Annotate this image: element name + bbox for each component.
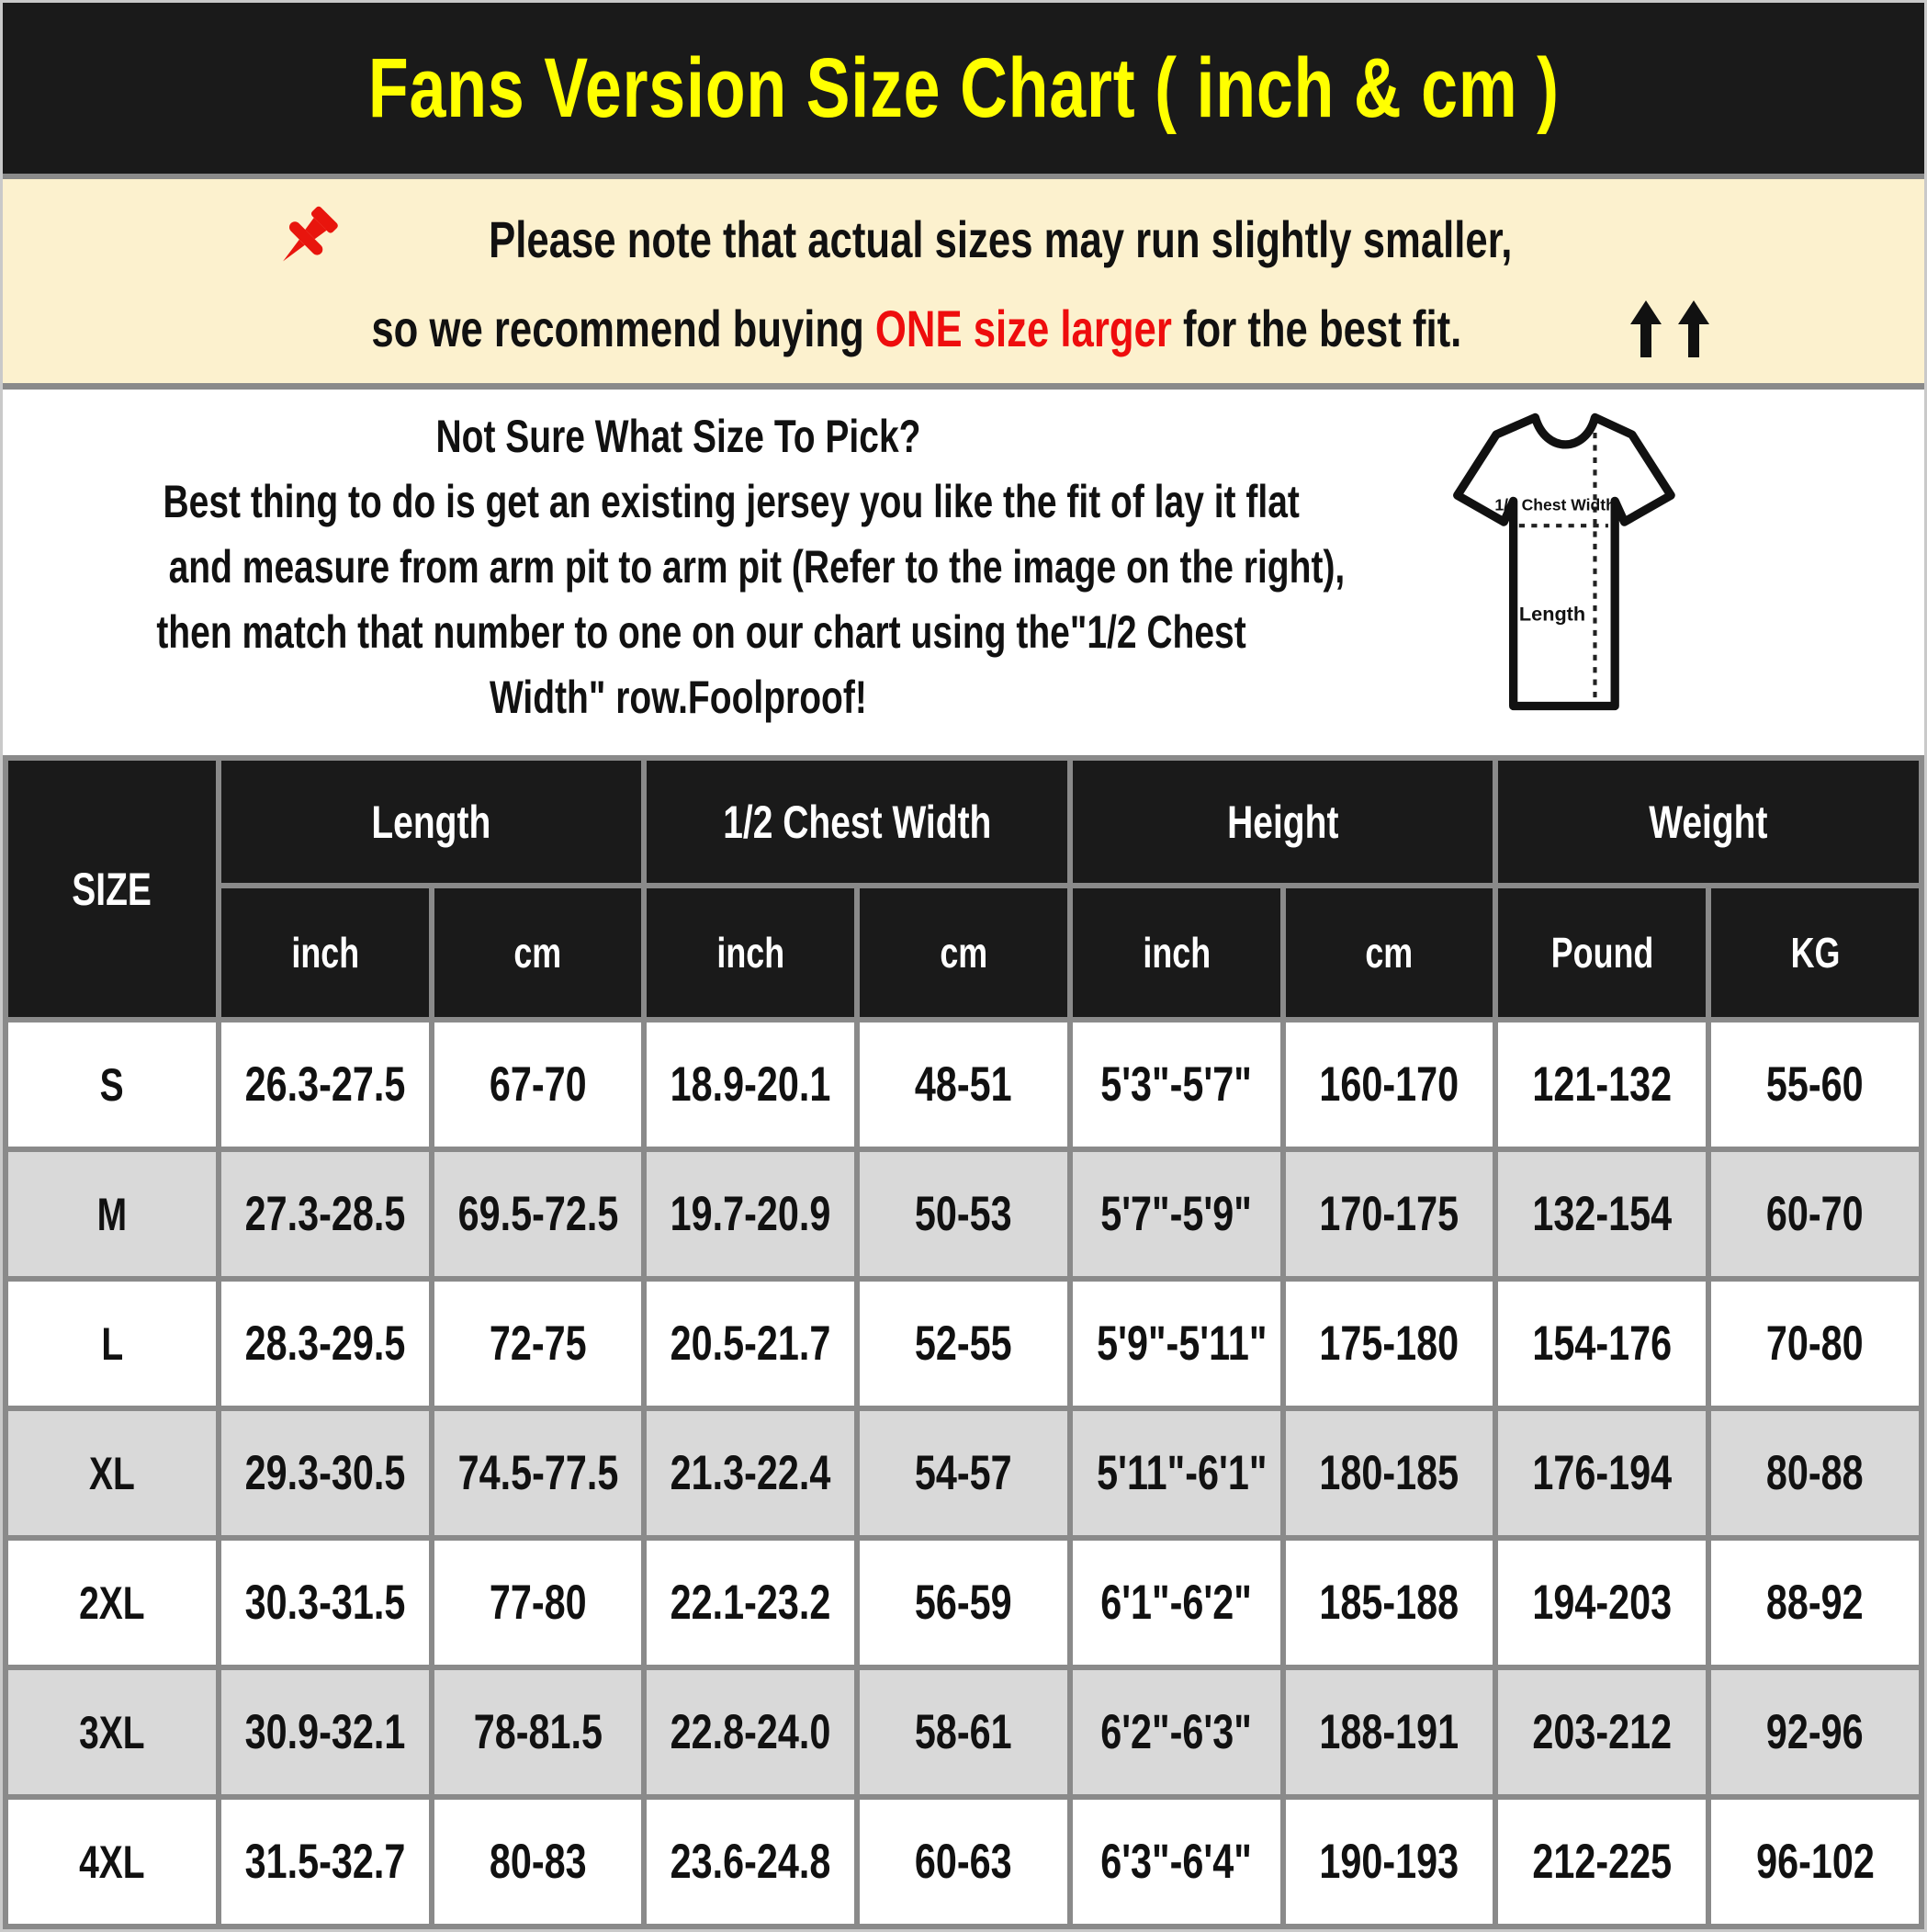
guide-line: Best thing to do is get an existing jersey you like the fit of lay it flat (163, 476, 1300, 527)
value-cell: 154-176 (1495, 1279, 1708, 1408)
up-arrow-icon (1678, 300, 1709, 357)
value-cell: 67-70 (432, 1020, 645, 1149)
value-cell: 22.8-24.0 (644, 1667, 857, 1797)
table-row-4xl (6, 1797, 1921, 1926)
value-cell: 56-59 (857, 1538, 1070, 1667)
value-cell: 92-96 (1708, 1667, 1921, 1797)
header-length: Length (219, 758, 645, 886)
notice-banner (3, 179, 1924, 383)
value-cell: 22.1-23.2 (644, 1538, 857, 1667)
value-cell: 212-225 (1495, 1797, 1708, 1926)
table-row-2xl (6, 1538, 1921, 1667)
guide-line: then match that number to one on our chart using the"1/2 Chest (156, 606, 1246, 658)
value-cell: 194-203 (1495, 1538, 1708, 1667)
value-cell: 170-175 (1283, 1149, 1496, 1279)
subheader-weight-kg: KG (1708, 886, 1921, 1020)
header-size: SIZE (6, 758, 219, 1020)
value-cell: 28.3-29.5 (219, 1279, 432, 1408)
guide-heading: Not Sure What Size To Pick? (434, 411, 921, 462)
notice-line-1 (271, 204, 1657, 276)
value-cell: 29.3-30.5 (219, 1408, 432, 1538)
value-cell: 78-81.5 (432, 1667, 645, 1797)
value-cell: 30.3-31.5 (219, 1538, 432, 1667)
value-cell: 21.3-22.4 (644, 1408, 857, 1538)
value-cell: 160-170 (1283, 1020, 1496, 1149)
table-row-l (6, 1279, 1921, 1408)
guide-section (3, 390, 1924, 755)
size-cell: M (6, 1149, 219, 1279)
size-table (3, 755, 1924, 1929)
value-cell: 55-60 (1708, 1020, 1921, 1149)
value-cell: 74.5-77.5 (432, 1408, 645, 1538)
size-cell: 2XL (6, 1538, 219, 1667)
value-cell: 176-194 (1495, 1408, 1708, 1538)
value-cell: 31.5-32.7 (219, 1797, 432, 1926)
one-size-larger-highlight: ONE size larger (875, 299, 1172, 357)
notice-text-1: Please note that actual sizes may run slightly smaller, (488, 210, 1513, 268)
tshirt-icon (1443, 404, 1719, 721)
value-cell: 175-180 (1283, 1279, 1496, 1408)
value-cell: 18.9-20.1 (644, 1020, 857, 1149)
value-cell: 190-193 (1283, 1797, 1496, 1926)
guide-line: and measure from arm pit to arm pit (Refer to the image on the right), (168, 541, 1346, 593)
subheader-chest-cm: cm (857, 886, 1070, 1020)
value-cell: 58-61 (857, 1667, 1070, 1797)
value-cell: 26.3-27.5 (219, 1020, 432, 1149)
subheader-height-inch: inch (1070, 886, 1283, 1020)
subheader-length-inch: inch (219, 886, 432, 1020)
table-row-xl (6, 1408, 1921, 1538)
subheader-chest-inch: inch (644, 886, 857, 1020)
guide-line: Width" row.Foolproof! (489, 672, 867, 723)
value-cell: 20.5-21.7 (644, 1279, 857, 1408)
header-height: Height (1070, 758, 1496, 886)
value-cell: 48-51 (857, 1020, 1070, 1149)
value-cell: 77-80 (432, 1538, 645, 1667)
tshirt-diagram (1443, 404, 1719, 726)
value-cell: 54-57 (857, 1408, 1070, 1538)
page-title: Fans Version Size Chart ( inch & cm ) (367, 40, 1560, 135)
value-cell: 188-191 (1283, 1667, 1496, 1797)
value-cell: 6'1"-6'2" (1070, 1538, 1283, 1667)
up-arrows (1630, 300, 1709, 357)
size-cell: 3XL (6, 1667, 219, 1797)
up-arrow-icon (1630, 300, 1662, 357)
divider (3, 383, 1924, 390)
header-weight: Weight (1495, 758, 1921, 886)
value-cell: 70-80 (1708, 1279, 1921, 1408)
value-cell: 203-212 (1495, 1667, 1708, 1797)
notice-text-2-suffix: for the best fit. (1171, 299, 1462, 357)
subheader-weight-pound: Pound (1495, 886, 1708, 1020)
value-cell: 80-88 (1708, 1408, 1921, 1538)
value-cell: 19.7-20.9 (644, 1149, 857, 1279)
value-cell: 5'3"-5'7" (1070, 1020, 1283, 1149)
value-cell: 6'2"-6'3" (1070, 1667, 1283, 1797)
value-cell: 132-154 (1495, 1149, 1708, 1279)
value-cell: 50-53 (857, 1149, 1070, 1279)
table-row-3xl (6, 1667, 1921, 1797)
value-cell: 180-185 (1283, 1408, 1496, 1538)
notice-text-2-prefix: so we recommend buying (371, 299, 876, 357)
value-cell: 30.9-32.1 (219, 1667, 432, 1797)
value-cell: 121-132 (1495, 1020, 1708, 1149)
table-row-s (6, 1020, 1921, 1149)
header-chest-width: 1/2 Chest Width (644, 758, 1070, 886)
value-cell: 5'7"-5'9" (1070, 1149, 1283, 1279)
value-cell: 69.5-72.5 (432, 1149, 645, 1279)
pushpin-icon (271, 204, 343, 276)
size-cell: S (6, 1020, 219, 1149)
value-cell: 23.6-24.8 (644, 1797, 857, 1926)
subheader-length-cm: cm (432, 886, 645, 1020)
subheader-height-cm: cm (1283, 886, 1496, 1020)
value-cell: 72-75 (432, 1279, 645, 1408)
title-bar (3, 3, 1924, 174)
value-cell: 96-102 (1708, 1797, 1921, 1926)
value-cell: 52-55 (857, 1279, 1070, 1408)
guide-text (3, 404, 1353, 730)
value-cell: 6'3"-6'4" (1070, 1797, 1283, 1926)
length-label: Length (1518, 602, 1586, 626)
notice-line-2 (218, 299, 1709, 358)
notice-text-2 (372, 299, 1462, 358)
value-cell: 27.3-28.5 (219, 1149, 432, 1279)
size-cell: 4XL (6, 1797, 219, 1926)
value-cell: 60-70 (1708, 1149, 1921, 1279)
size-cell: XL (6, 1408, 219, 1538)
value-cell: 5'9"-5'11" (1070, 1279, 1283, 1408)
size-cell: L (6, 1279, 219, 1408)
value-cell: 60-63 (857, 1797, 1070, 1926)
value-cell: 185-188 (1283, 1538, 1496, 1667)
table-row-m (6, 1149, 1921, 1279)
chest-width-label: 1/2 Chest Width (1494, 495, 1616, 514)
value-cell: 80-83 (432, 1797, 645, 1926)
value-cell: 88-92 (1708, 1538, 1921, 1667)
value-cell: 5'11"-6'1" (1070, 1408, 1283, 1538)
